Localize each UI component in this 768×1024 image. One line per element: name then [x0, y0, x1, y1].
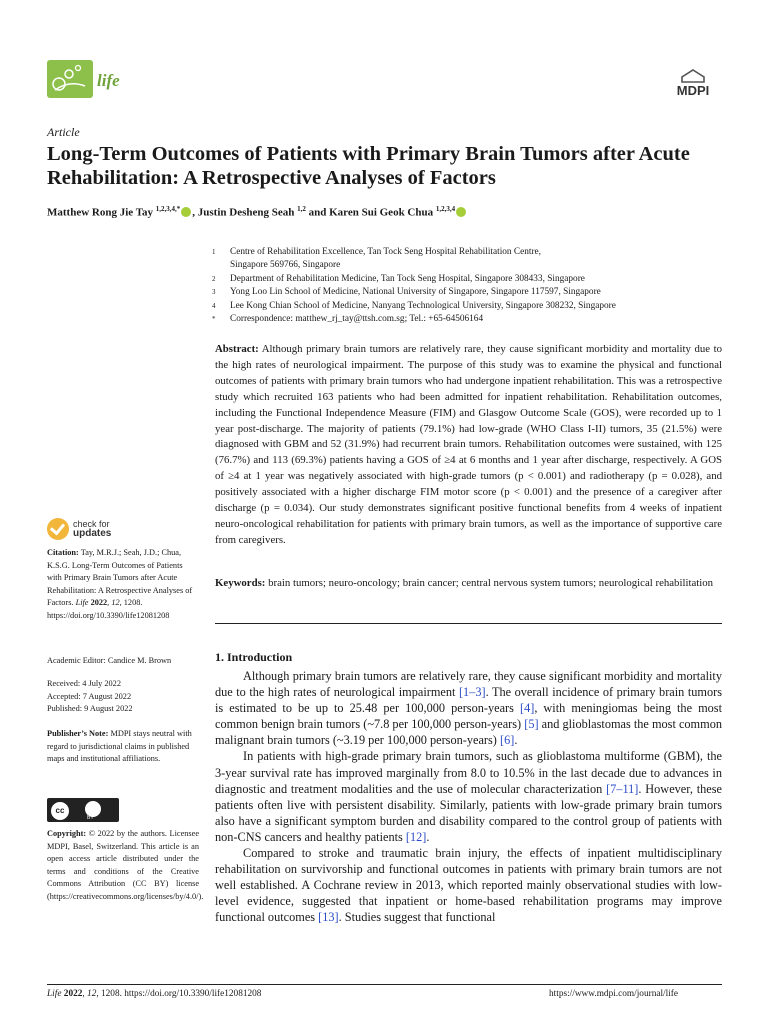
affiliations	[212, 246, 732, 326]
citation-link[interactable]: [1–3]	[458, 685, 486, 700]
paragraph: Although primary brain tumors are relatively rare, they cause significant morbidity and mortality due to the high rates of neurological impairment [1–3]. The overall incidence of primary brain tumors is estimated to be up to 25.48 per 100,000 person-years [4], with meningiomas being the most common benign brain tumors (~7.8 per 100,000 person-years) [5] and glioblastomas the most common malignant brain tumors (~3.19 per 100,000 person-years) [6].	[215, 669, 722, 748]
citation-link[interactable]: [4]	[519, 701, 535, 716]
orcid-icon[interactable]	[456, 207, 466, 217]
affil-text: Department of Rehabilitation Medicine, Tan Tock Seng Hospital, Singapore 308433, Singapore	[230, 273, 585, 284]
author-affil-sup: 1,2	[297, 205, 306, 213]
published-date: Published: 9 August 2022	[47, 704, 133, 714]
publisher-note: Publisher’s Note: MDPI stays neutral with regard to jurisdictional claims in published maps and institutional affiliations.	[47, 729, 192, 764]
affil-number: 1	[212, 248, 216, 256]
footer-citation: Life 2022, 12, 1208. https://doi.org/10.3390/life12081208	[47, 989, 262, 999]
footer-url[interactable]: https://www.mdpi.com/journal/life	[549, 989, 679, 999]
citation-link[interactable]: [7–11]	[606, 781, 639, 796]
citation-block: Citation: Tay, M.R.J.; Seah, J.D.; Chua, K.S.G. Long-Term Outcomes of Patients with Primary Brain Tumors after Acute Rehabilitation: A Retrospective Analyses of Factors. Life 2022, 12, 1208. https://doi.org/10.3390/life12081208	[47, 548, 193, 620]
affil-text: Centre of Rehabilitation Excellence, Tan Tock Seng Hospital Rehabilitation Centre,	[230, 247, 542, 257]
abstract-text: Although primary brain tumors are relatively rare, they cause significant morbidity and mortality due to the high rates of neurological impairment. The purpose of this study was to examine the physical and functional outcomes of patients with primary brain tumors who had undergone inpatient rehabilitation. This was a retrospective study which recruited 163 patients who had been admitted for inpatient rehabilitation. Rehabilitation outcomes, including the Functional Independence Measure (FIM) and Glasgow Outcome Scale (GOS), were recorded up to 1 year post-discharge. The majority of patients (79.1%) had low-grade (WHO Class I-II) tumors, 35 (21.5%) were diagnosed with GBM and 52 (31.9%) had recurrent brain tumors. Rehabilitation outcomes were sustained, with 125 (76.7%) and 113 (69.3%) patients having a GOS of ≥4 at 6 months and 1 year after discharge, respectively. A GOS of ≥4 at 1 year was negatively associated with high-grade tumors (p < 0.001) and radiotherapy (p = 0.028), and positively associated with a higher discharge FIM motor score (p < 0.001) and the presence of a caregiver after discharge (p = 0.034). Our study demonstrates significant positive functional benefits from 4 weeks of inpatient neuro-oncological rehabilitation for patients with primary brain tumors, as well as the importance of supportive care from caregivers.	[215, 343, 722, 546]
author-name: Matthew Rong Jie Tay	[47, 206, 154, 219]
check-icon	[47, 518, 69, 540]
paragraph: In patients with high-grade primary brain tumors, such as glioblastoma multiforme (GBM), the 3-year survival rate has improved marginally from 8.0 to 10.5% in the last decade due to advances in diagnostic and treatment modalities and the use of molecular characterization [7–11]. However, these patients often live with persistent disability. Similarly, patients with low-grade primary brain tumors also have a significant symptom burden and disability compared to the control group of patients with non-CNS cancers and healthy patients [12].	[215, 749, 723, 844]
copyright: Copyright: © 2022 by the authors. Licensee MDPI, Basel, Switzerland. This article is an open access article distributed under the terms and conditions of the Creative Commons Attribution (CC BY) license (https://creativecommons.org/licenses/by/4.0/).	[47, 829, 204, 901]
accepted-date: Accepted: 7 August 2022	[47, 691, 132, 701]
dates	[47, 678, 199, 716]
citation-link[interactable]: [13]	[318, 910, 339, 925]
check-for-updates-badge[interactable]: check for updates	[47, 518, 157, 544]
abstract	[215, 342, 722, 549]
citation-link[interactable]: [12]	[405, 829, 427, 844]
publisher-name: MDPI	[676, 83, 710, 98]
paragraph: Compared to stroke and traumatic brain injury, the effects of inpatient multidisciplinary rehabilitation on survivorship and functional outcomes in patients with primary brain tumors are not well established. A Cochrane review in 2013, which reported mainly observational studies with low-level evidence, suggested that inpatient or home-based rehabilitation programs may improve functional outcomes [13]. Studies suggest that functional	[215, 846, 722, 925]
author-affil-sup: 1,2,3,4	[435, 205, 456, 213]
citation-link[interactable]: [5]	[524, 717, 539, 732]
article-title: Long-Term Outcomes of Patients with Primary Brain Tumors after Acute Rehabilitation: A Retrospective Analyses of Factors	[47, 143, 690, 189]
author-name: , Justin Desheng Seah	[192, 206, 295, 219]
footer-divider	[47, 984, 722, 985]
author-name: and Karen Sui Geok Chua	[305, 206, 434, 219]
cc-by-license-icon[interactable]: cc BY	[47, 798, 119, 822]
article-type: Article	[47, 125, 80, 139]
keywords	[215, 576, 722, 592]
keywords-text: brain tumors; neuro-oncology; brain cancer; central nervous system tumors; neurological rehabilitation	[268, 577, 714, 589]
citation-link[interactable]: [6]	[499, 733, 515, 748]
affil-text: Yong Loo Lin School of Medicine, National University of Singapore, Singapore 117597, Singapore	[230, 287, 601, 298]
received-date: Received: 4 July 2022	[47, 679, 121, 688]
life-journal-logo	[47, 60, 93, 98]
journal-name: life	[97, 71, 120, 90]
author-list	[47, 205, 737, 219]
academic-editor: Academic Editor: Candice M. Brown	[47, 656, 172, 665]
affil-text: Singapore 569766, Singapore	[230, 260, 341, 271]
orcid-icon[interactable]	[181, 207, 191, 217]
affil-number: *	[212, 315, 216, 324]
divider	[215, 623, 722, 624]
correspondence[interactable]: Correspondence: matthew_rj_tay@ttsh.com.sg; Tel.: +65-64506164	[230, 314, 484, 325]
affil-number: 3	[212, 288, 216, 297]
mdpi-logo	[664, 68, 722, 98]
affil-number: 2	[212, 274, 216, 283]
author-affil-sup: 1,2,3,4,*	[155, 205, 181, 213]
affil-number: 4	[212, 301, 216, 310]
keywords-label: Keywords:	[215, 577, 266, 589]
section-title: 1. Introduction	[215, 650, 293, 664]
intro-body	[215, 668, 722, 926]
abstract-label: Abstract:	[215, 343, 259, 355]
affil-text: Lee Kong Chian School of Medicine, Nanyang Technological University, Singapore 308232, Singapore	[230, 300, 616, 311]
